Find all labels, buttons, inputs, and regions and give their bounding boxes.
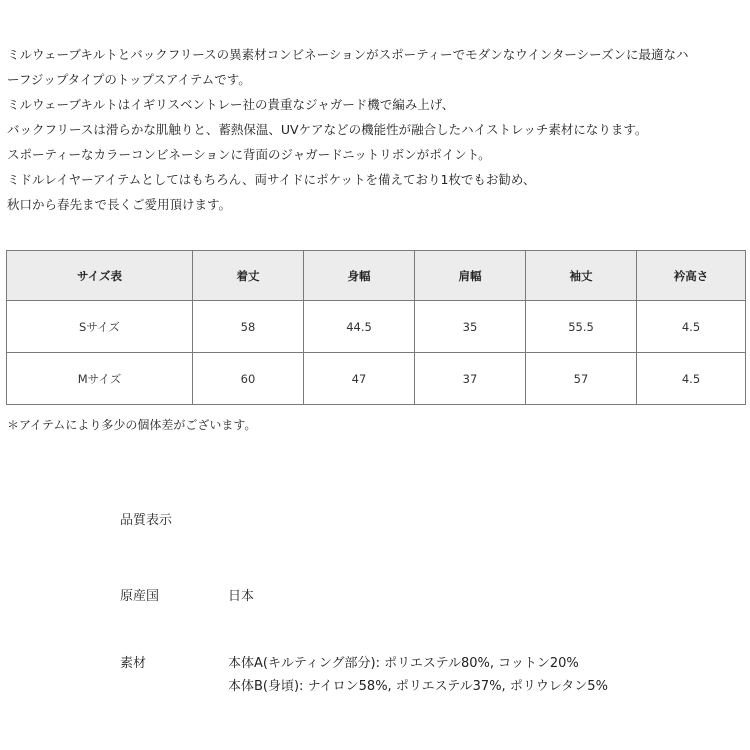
individual-difference-note: ＊アイテムにより多少の個体差がございます。 [7,418,257,432]
size-table-header: サイズ表 [7,251,193,301]
table-cell: 55.5 [526,301,637,353]
table-cell: 60 [193,353,304,405]
description-line: スポーティーなカラーコンビネーションに背面のジャガードニットリボンがポイント。 [7,147,491,162]
table-cell: 44.5 [304,301,415,353]
origin-label: 原産国 [120,589,160,604]
material-value-line: 本体B(身頃): ナイロン58%, ポリエステル37%, ポリウレタン5% [228,679,608,694]
table-row [7,353,746,405]
description-line: ミドルレイヤーアイテムとしてはもちろん、両サイドにポケットを備えており1枚でもお勧め、 [7,172,536,187]
description-line: バックフリースは滑らかな肌触りと、蓄熱保温、UVケアなどの機能性が融合したハイストレッチ素材になります。 [7,122,648,137]
size-table-header: 着丈 [193,251,304,301]
description-line: ーフジップタイプのトップスアイテムです。 [7,72,251,87]
size-table-header: 衿高さ [637,251,746,301]
description-line: ミルウェーブキルトとバックフリースの異素材コンビネーションがスポーティーでモダンなウインターシーズンに最適なハ [7,47,689,62]
size-table [6,250,746,405]
description-line: 秋口から春先まで長くご愛用頂けます。 [7,197,232,212]
table-cell: 4.5 [637,301,746,353]
table-cell: 57 [526,353,637,405]
table-row [7,301,746,353]
product-description [7,42,747,217]
size-table-header-row [7,251,746,301]
table-cell: Sサイズ [7,301,193,353]
table-cell: 47 [304,353,415,405]
table-cell: 4.5 [637,353,746,405]
origin-value: 日本 [228,589,255,604]
table-cell: 58 [193,301,304,353]
material-label: 素材 [120,656,147,671]
description-line: ミルウェーブキルトはイギリスベントレー社の貴重なジャガード機で編み上げ、 [7,97,455,112]
material-value-line: 本体A(キルティング部分): ポリエステル80%, コットン20% [228,656,579,671]
table-cell: 37 [415,353,526,405]
quality-label-title: 品質表示 [120,513,173,528]
size-table-header: 袖丈 [526,251,637,301]
size-table-header: 身幅 [304,251,415,301]
table-cell: 35 [415,301,526,353]
table-cell: Mサイズ [7,353,193,405]
size-table-header: 肩幅 [415,251,526,301]
